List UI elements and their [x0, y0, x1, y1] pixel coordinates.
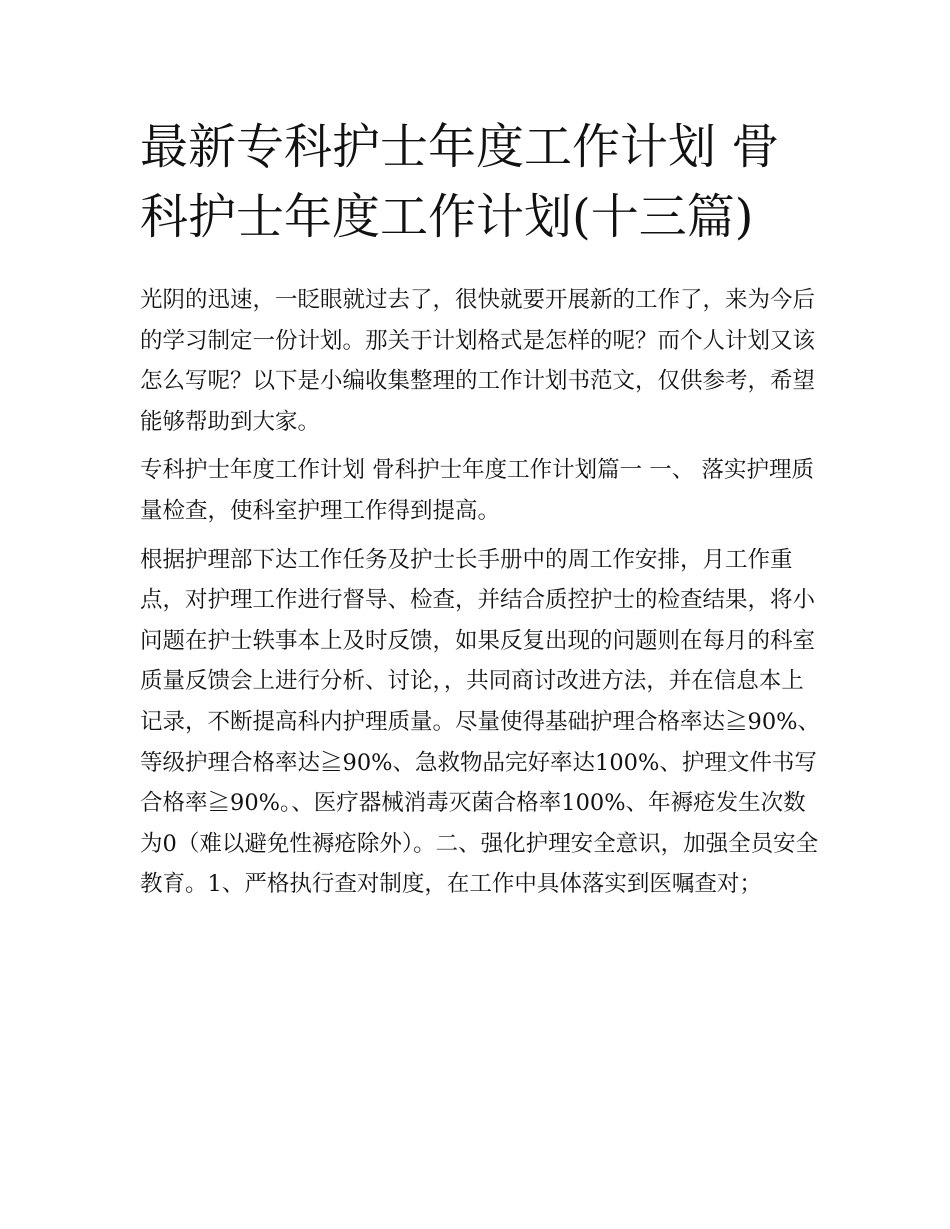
document-body [140, 280, 820, 913]
intro-paragraph: 光阴的迅速，一眨眼就过去了，很快就要开展新的工作了，来为今后的学习制定一份计划。那关于计划格式是怎样的呢？而个人计划又该怎么写呢？以下是小编收集整理的工作计划书范文，仅供参考，希望能够帮助到大家。 [140, 287, 816, 435]
body-paragraph: 根据护理部下达工作任务及护士长手册中的周工作安排，月工作重点，对护理工作进行督导、检查，并结合质控护士的检查结果，将小问题在护士轶事本上及时反馈，如果反复出现的问题则在每月的科室质量反馈会上进行分析、讨论，，共同商讨改进方法，并在信息本上记录，不断提高科内护理质量。尽量使得基础护理合格率达≧90%、等级护理合格率达≧90%、急救物品完好率达100%、护理文件书写合格率≧90%。、医疗器械消毒灭菌合格率100%、年褥疮发生次数为0（难以避免性褥疮除外）。二、强化护理安全意识，加强全员安全教育。1、严格执行查对制度，在工作中具体落实到医嘱查对； [140, 546, 821, 898]
section-heading-paragraph: 专科护士年度工作计划 骨科护士年度工作计划篇一 一、 落实护理质量检查，使科室护理工作得到提高。 [140, 457, 814, 524]
document-title: 最新专科护士年度工作计划 骨科护士年度工作计划(十三篇) [140, 119, 780, 245]
